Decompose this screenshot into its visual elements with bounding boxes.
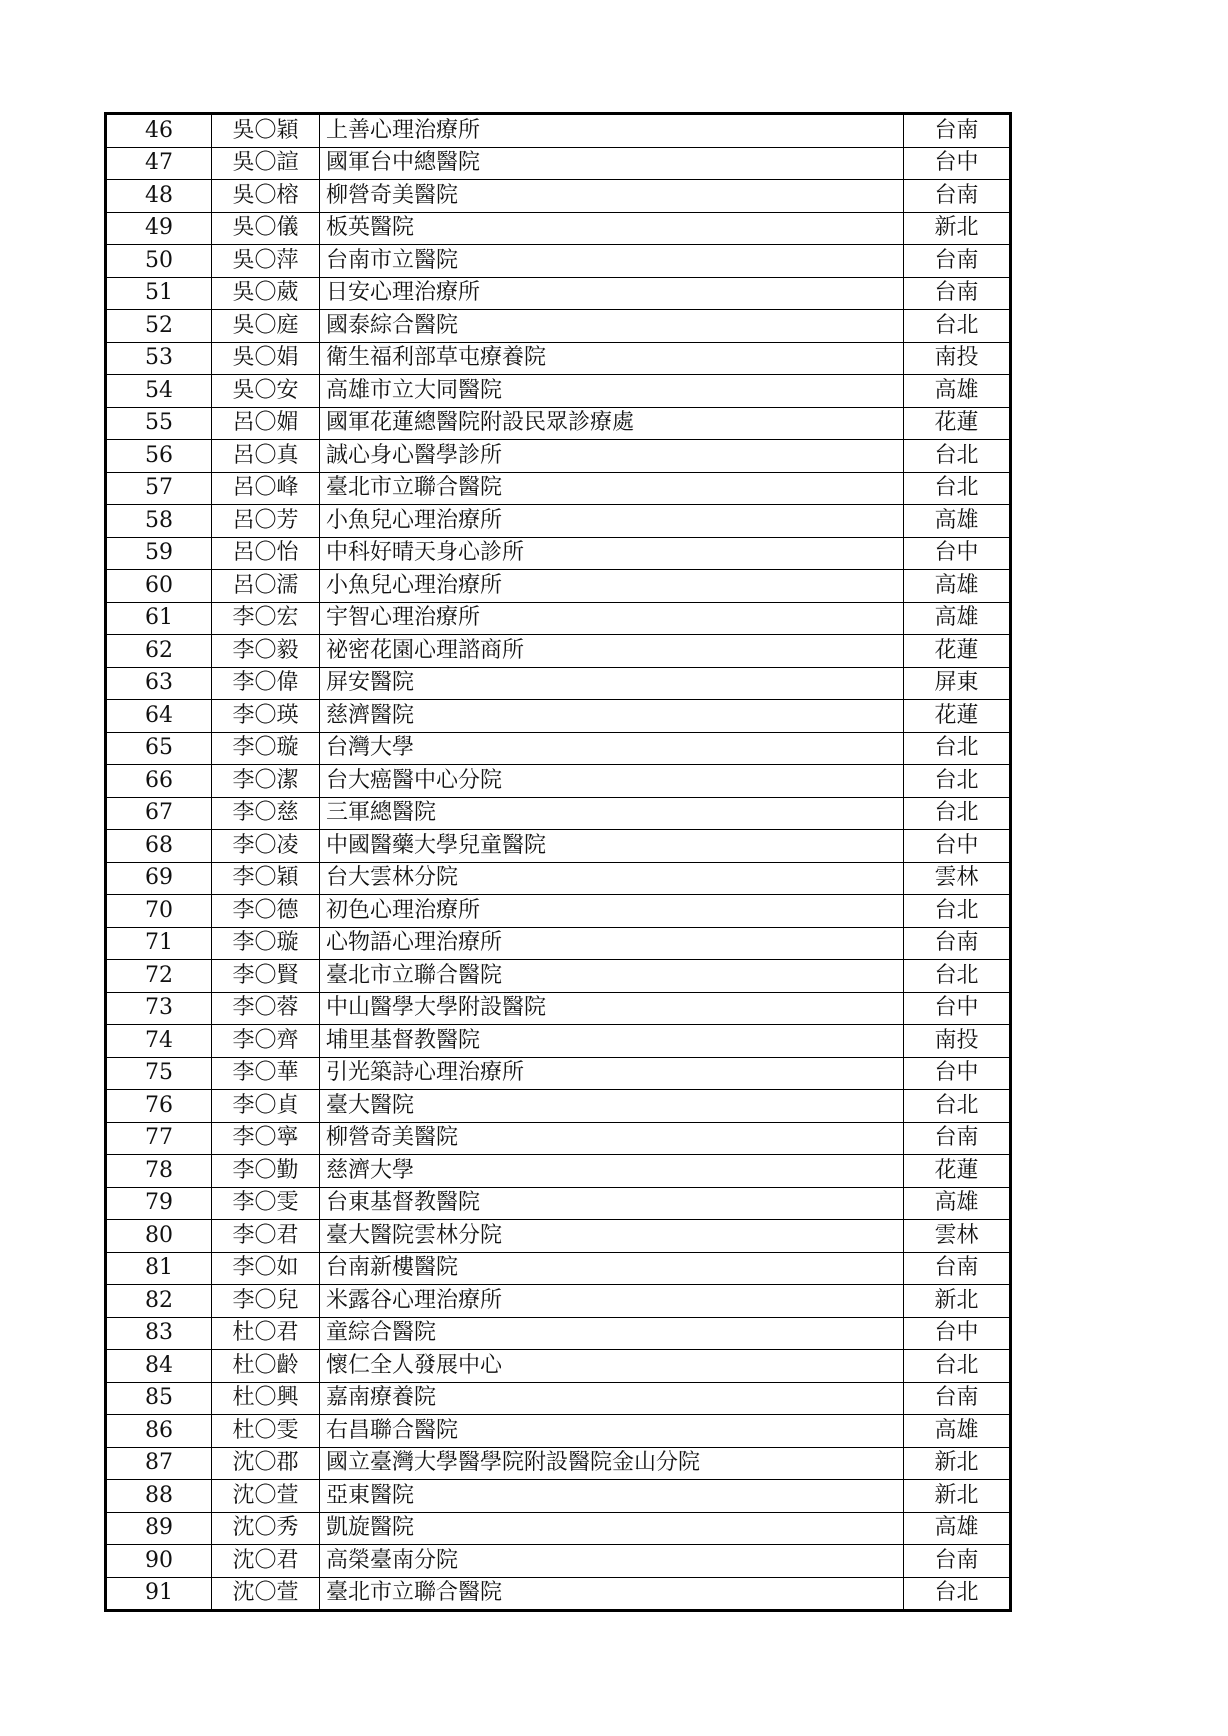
institution-cell: 初色心理治療所 [320, 895, 904, 928]
table-row [106, 1317, 1011, 1350]
city-cell: 台南 [904, 277, 1011, 310]
roster-table [104, 112, 1012, 1612]
person-name-cell: 沈〇君 [212, 1545, 320, 1578]
table-row [106, 472, 1011, 505]
city-cell: 雲林 [904, 1220, 1011, 1253]
institution-cell: 台大癌醫中心分院 [320, 765, 904, 798]
row-number-cell: 68 [106, 830, 212, 863]
row-number-cell: 71 [106, 927, 212, 960]
table-row [106, 1187, 1011, 1220]
table-row [106, 505, 1011, 538]
row-number-cell: 69 [106, 862, 212, 895]
table-row [106, 1090, 1011, 1123]
table-row [106, 1512, 1011, 1545]
row-number-cell: 89 [106, 1512, 212, 1545]
row-number-cell: 70 [106, 895, 212, 928]
institution-cell: 祕密花園心理諮商所 [320, 635, 904, 668]
row-number-cell: 77 [106, 1122, 212, 1155]
institution-cell: 童綜合醫院 [320, 1317, 904, 1350]
row-number-cell: 67 [106, 797, 212, 830]
table-row [106, 1480, 1011, 1513]
person-name-cell: 李〇潔 [212, 765, 320, 798]
city-cell: 台南 [904, 1122, 1011, 1155]
row-number-cell: 84 [106, 1350, 212, 1383]
row-number-cell: 63 [106, 667, 212, 700]
row-number-cell: 62 [106, 635, 212, 668]
city-cell: 花蓮 [904, 700, 1011, 733]
table-row [106, 992, 1011, 1025]
person-name-cell: 李〇如 [212, 1252, 320, 1285]
institution-cell: 板英醫院 [320, 212, 904, 245]
institution-cell: 宇智心理治療所 [320, 602, 904, 635]
row-number-cell: 66 [106, 765, 212, 798]
row-number-cell: 58 [106, 505, 212, 538]
person-name-cell: 吳〇萍 [212, 245, 320, 278]
person-name-cell: 李〇德 [212, 895, 320, 928]
city-cell: 台中 [904, 147, 1011, 180]
table-row [106, 1382, 1011, 1415]
row-number-cell: 87 [106, 1447, 212, 1480]
city-cell: 高雄 [904, 602, 1011, 635]
city-cell: 台中 [904, 1057, 1011, 1090]
person-name-cell: 呂〇怡 [212, 537, 320, 570]
table-row [106, 375, 1011, 408]
institution-cell: 臺北市立聯合醫院 [320, 472, 904, 505]
row-number-cell: 47 [106, 147, 212, 180]
row-number-cell: 82 [106, 1285, 212, 1318]
row-number-cell: 76 [106, 1090, 212, 1123]
person-name-cell: 吳〇儀 [212, 212, 320, 245]
city-cell: 花蓮 [904, 635, 1011, 668]
institution-cell: 慈濟醫院 [320, 700, 904, 733]
table-row [106, 1155, 1011, 1188]
city-cell: 南投 [904, 1025, 1011, 1058]
person-name-cell: 吳〇庭 [212, 310, 320, 343]
person-name-cell: 李〇凌 [212, 830, 320, 863]
person-name-cell: 李〇華 [212, 1057, 320, 1090]
table-row [106, 1447, 1011, 1480]
institution-cell: 國軍花蓮總醫院附設民眾診療處 [320, 407, 904, 440]
institution-cell: 亞東醫院 [320, 1480, 904, 1513]
institution-cell: 右昌聯合醫院 [320, 1415, 904, 1448]
institution-cell: 引光築詩心理治療所 [320, 1057, 904, 1090]
institution-cell: 高榮臺南分院 [320, 1545, 904, 1578]
person-name-cell: 李〇寧 [212, 1122, 320, 1155]
table-row [106, 895, 1011, 928]
person-name-cell: 李〇蓉 [212, 992, 320, 1025]
row-number-cell: 46 [106, 114, 212, 148]
row-number-cell: 51 [106, 277, 212, 310]
row-number-cell: 61 [106, 602, 212, 635]
row-number-cell: 60 [106, 570, 212, 603]
row-number-cell: 53 [106, 342, 212, 375]
person-name-cell: 李〇穎 [212, 862, 320, 895]
row-number-cell: 88 [106, 1480, 212, 1513]
table-row [106, 797, 1011, 830]
table-row [106, 407, 1011, 440]
city-cell: 花蓮 [904, 407, 1011, 440]
row-number-cell: 72 [106, 960, 212, 993]
table-row [106, 862, 1011, 895]
city-cell: 台北 [904, 732, 1011, 765]
city-cell: 台中 [904, 830, 1011, 863]
city-cell: 新北 [904, 1480, 1011, 1513]
person-name-cell: 沈〇秀 [212, 1512, 320, 1545]
institution-cell: 柳營奇美醫院 [320, 180, 904, 213]
person-name-cell: 吳〇葳 [212, 277, 320, 310]
table-row [106, 310, 1011, 343]
person-name-cell: 李〇璇 [212, 732, 320, 765]
institution-cell: 小魚兒心理治療所 [320, 505, 904, 538]
city-cell: 台南 [904, 1252, 1011, 1285]
city-cell: 台南 [904, 180, 1011, 213]
city-cell: 台中 [904, 1317, 1011, 1350]
person-name-cell: 李〇慈 [212, 797, 320, 830]
person-name-cell: 杜〇雯 [212, 1415, 320, 1448]
institution-cell: 三軍總醫院 [320, 797, 904, 830]
table-row [106, 1415, 1011, 1448]
table-row [106, 570, 1011, 603]
city-cell: 台南 [904, 1382, 1011, 1415]
city-cell: 台中 [904, 992, 1011, 1025]
city-cell: 台南 [904, 927, 1011, 960]
institution-cell: 日安心理治療所 [320, 277, 904, 310]
table-row [106, 830, 1011, 863]
row-number-cell: 90 [106, 1545, 212, 1578]
person-name-cell: 呂〇濡 [212, 570, 320, 603]
institution-cell: 慈濟大學 [320, 1155, 904, 1188]
institution-cell: 臺大醫院雲林分院 [320, 1220, 904, 1253]
institution-cell: 臺北市立聯合醫院 [320, 960, 904, 993]
institution-cell: 台南新樓醫院 [320, 1252, 904, 1285]
row-number-cell: 74 [106, 1025, 212, 1058]
person-name-cell: 吳〇榕 [212, 180, 320, 213]
institution-cell: 台東基督教醫院 [320, 1187, 904, 1220]
table-row [106, 1285, 1011, 1318]
institution-cell: 凱旋醫院 [320, 1512, 904, 1545]
table-row [106, 1057, 1011, 1090]
institution-cell: 國立臺灣大學醫學院附設醫院金山分院 [320, 1447, 904, 1480]
city-cell: 台南 [904, 245, 1011, 278]
institution-cell: 中山醫學大學附設醫院 [320, 992, 904, 1025]
institution-cell: 埔里基督教醫院 [320, 1025, 904, 1058]
person-name-cell: 李〇瑛 [212, 700, 320, 733]
person-name-cell: 沈〇萱 [212, 1480, 320, 1513]
city-cell: 高雄 [904, 505, 1011, 538]
person-name-cell: 呂〇真 [212, 440, 320, 473]
institution-cell: 國軍台中總醫院 [320, 147, 904, 180]
institution-cell: 嘉南療養院 [320, 1382, 904, 1415]
row-number-cell: 81 [106, 1252, 212, 1285]
person-name-cell: 沈〇萱 [212, 1577, 320, 1611]
person-name-cell: 李〇兒 [212, 1285, 320, 1318]
table-row [106, 1577, 1011, 1611]
table-row [106, 1350, 1011, 1383]
city-cell: 花蓮 [904, 1155, 1011, 1188]
institution-cell: 臺北市立聯合醫院 [320, 1577, 904, 1611]
row-number-cell: 64 [106, 700, 212, 733]
institution-cell: 衛生福利部草屯療養院 [320, 342, 904, 375]
row-number-cell: 56 [106, 440, 212, 473]
city-cell: 雲林 [904, 862, 1011, 895]
roster-table-body [106, 114, 1011, 1611]
person-name-cell: 呂〇峰 [212, 472, 320, 505]
table-row [106, 1545, 1011, 1578]
row-number-cell: 73 [106, 992, 212, 1025]
city-cell: 台北 [904, 960, 1011, 993]
institution-cell: 上善心理治療所 [320, 114, 904, 148]
person-name-cell: 李〇君 [212, 1220, 320, 1253]
institution-cell: 台大雲林分院 [320, 862, 904, 895]
person-name-cell: 李〇宏 [212, 602, 320, 635]
city-cell: 台南 [904, 114, 1011, 148]
city-cell: 台北 [904, 472, 1011, 505]
city-cell: 台北 [904, 1350, 1011, 1383]
row-number-cell: 49 [106, 212, 212, 245]
city-cell: 高雄 [904, 1512, 1011, 1545]
institution-cell: 柳營奇美醫院 [320, 1122, 904, 1155]
row-number-cell: 75 [106, 1057, 212, 1090]
institution-cell: 屏安醫院 [320, 667, 904, 700]
table-row [106, 180, 1011, 213]
table-row [106, 667, 1011, 700]
city-cell: 台中 [904, 537, 1011, 570]
institution-cell: 小魚兒心理治療所 [320, 570, 904, 603]
city-cell: 台北 [904, 895, 1011, 928]
person-name-cell: 李〇齊 [212, 1025, 320, 1058]
person-name-cell: 杜〇君 [212, 1317, 320, 1350]
person-name-cell: 吳〇穎 [212, 114, 320, 148]
person-name-cell: 李〇貞 [212, 1090, 320, 1123]
table-row [106, 1025, 1011, 1058]
row-number-cell: 83 [106, 1317, 212, 1350]
person-name-cell: 李〇賢 [212, 960, 320, 993]
person-name-cell: 呂〇媚 [212, 407, 320, 440]
table-row [106, 1220, 1011, 1253]
person-name-cell: 杜〇興 [212, 1382, 320, 1415]
person-name-cell: 李〇勤 [212, 1155, 320, 1188]
row-number-cell: 48 [106, 180, 212, 213]
institution-cell: 米露谷心理治療所 [320, 1285, 904, 1318]
city-cell: 新北 [904, 212, 1011, 245]
person-name-cell: 吳〇娟 [212, 342, 320, 375]
row-number-cell: 80 [106, 1220, 212, 1253]
person-name-cell: 李〇璇 [212, 927, 320, 960]
row-number-cell: 78 [106, 1155, 212, 1188]
person-name-cell: 吳〇安 [212, 375, 320, 408]
institution-cell: 中國醫藥大學兒童醫院 [320, 830, 904, 863]
institution-cell: 高雄市立大同醫院 [320, 375, 904, 408]
city-cell: 台北 [904, 1090, 1011, 1123]
city-cell: 台北 [904, 1577, 1011, 1611]
person-name-cell: 李〇雯 [212, 1187, 320, 1220]
institution-cell: 中科好晴天身心診所 [320, 537, 904, 570]
institution-cell: 國泰綜合醫院 [320, 310, 904, 343]
city-cell: 屏東 [904, 667, 1011, 700]
institution-cell: 台南市立醫院 [320, 245, 904, 278]
table-row [106, 245, 1011, 278]
row-number-cell: 79 [106, 1187, 212, 1220]
city-cell: 高雄 [904, 375, 1011, 408]
city-cell: 台北 [904, 310, 1011, 343]
table-row [106, 1122, 1011, 1155]
city-cell: 新北 [904, 1285, 1011, 1318]
row-number-cell: 59 [106, 537, 212, 570]
city-cell: 高雄 [904, 570, 1011, 603]
table-row [106, 635, 1011, 668]
institution-cell: 誠心身心醫學診所 [320, 440, 904, 473]
row-number-cell: 86 [106, 1415, 212, 1448]
city-cell: 台北 [904, 797, 1011, 830]
person-name-cell: 李〇毅 [212, 635, 320, 668]
row-number-cell: 52 [106, 310, 212, 343]
city-cell: 高雄 [904, 1415, 1011, 1448]
person-name-cell: 沈〇郡 [212, 1447, 320, 1480]
table-row [106, 1252, 1011, 1285]
institution-cell: 心物語心理治療所 [320, 927, 904, 960]
city-cell: 新北 [904, 1447, 1011, 1480]
table-row [106, 927, 1011, 960]
table-row [106, 277, 1011, 310]
table-row [106, 212, 1011, 245]
city-cell: 台北 [904, 440, 1011, 473]
city-cell: 台北 [904, 765, 1011, 798]
table-row [106, 342, 1011, 375]
table-row [106, 537, 1011, 570]
row-number-cell: 65 [106, 732, 212, 765]
table-row [106, 602, 1011, 635]
person-name-cell: 呂〇芳 [212, 505, 320, 538]
person-name-cell: 吳〇諠 [212, 147, 320, 180]
institution-cell: 臺大醫院 [320, 1090, 904, 1123]
row-number-cell: 91 [106, 1577, 212, 1611]
table-row [106, 700, 1011, 733]
institution-cell: 台灣大學 [320, 732, 904, 765]
row-number-cell: 57 [106, 472, 212, 505]
table-row [106, 960, 1011, 993]
person-name-cell: 李〇偉 [212, 667, 320, 700]
person-name-cell: 杜〇齡 [212, 1350, 320, 1383]
table-row [106, 114, 1011, 148]
table-row [106, 147, 1011, 180]
table-row [106, 765, 1011, 798]
row-number-cell: 55 [106, 407, 212, 440]
city-cell: 高雄 [904, 1187, 1011, 1220]
row-number-cell: 85 [106, 1382, 212, 1415]
row-number-cell: 50 [106, 245, 212, 278]
city-cell: 南投 [904, 342, 1011, 375]
table-row [106, 732, 1011, 765]
table-row [106, 440, 1011, 473]
row-number-cell: 54 [106, 375, 212, 408]
city-cell: 台南 [904, 1545, 1011, 1578]
institution-cell: 懷仁全人發展中心 [320, 1350, 904, 1383]
